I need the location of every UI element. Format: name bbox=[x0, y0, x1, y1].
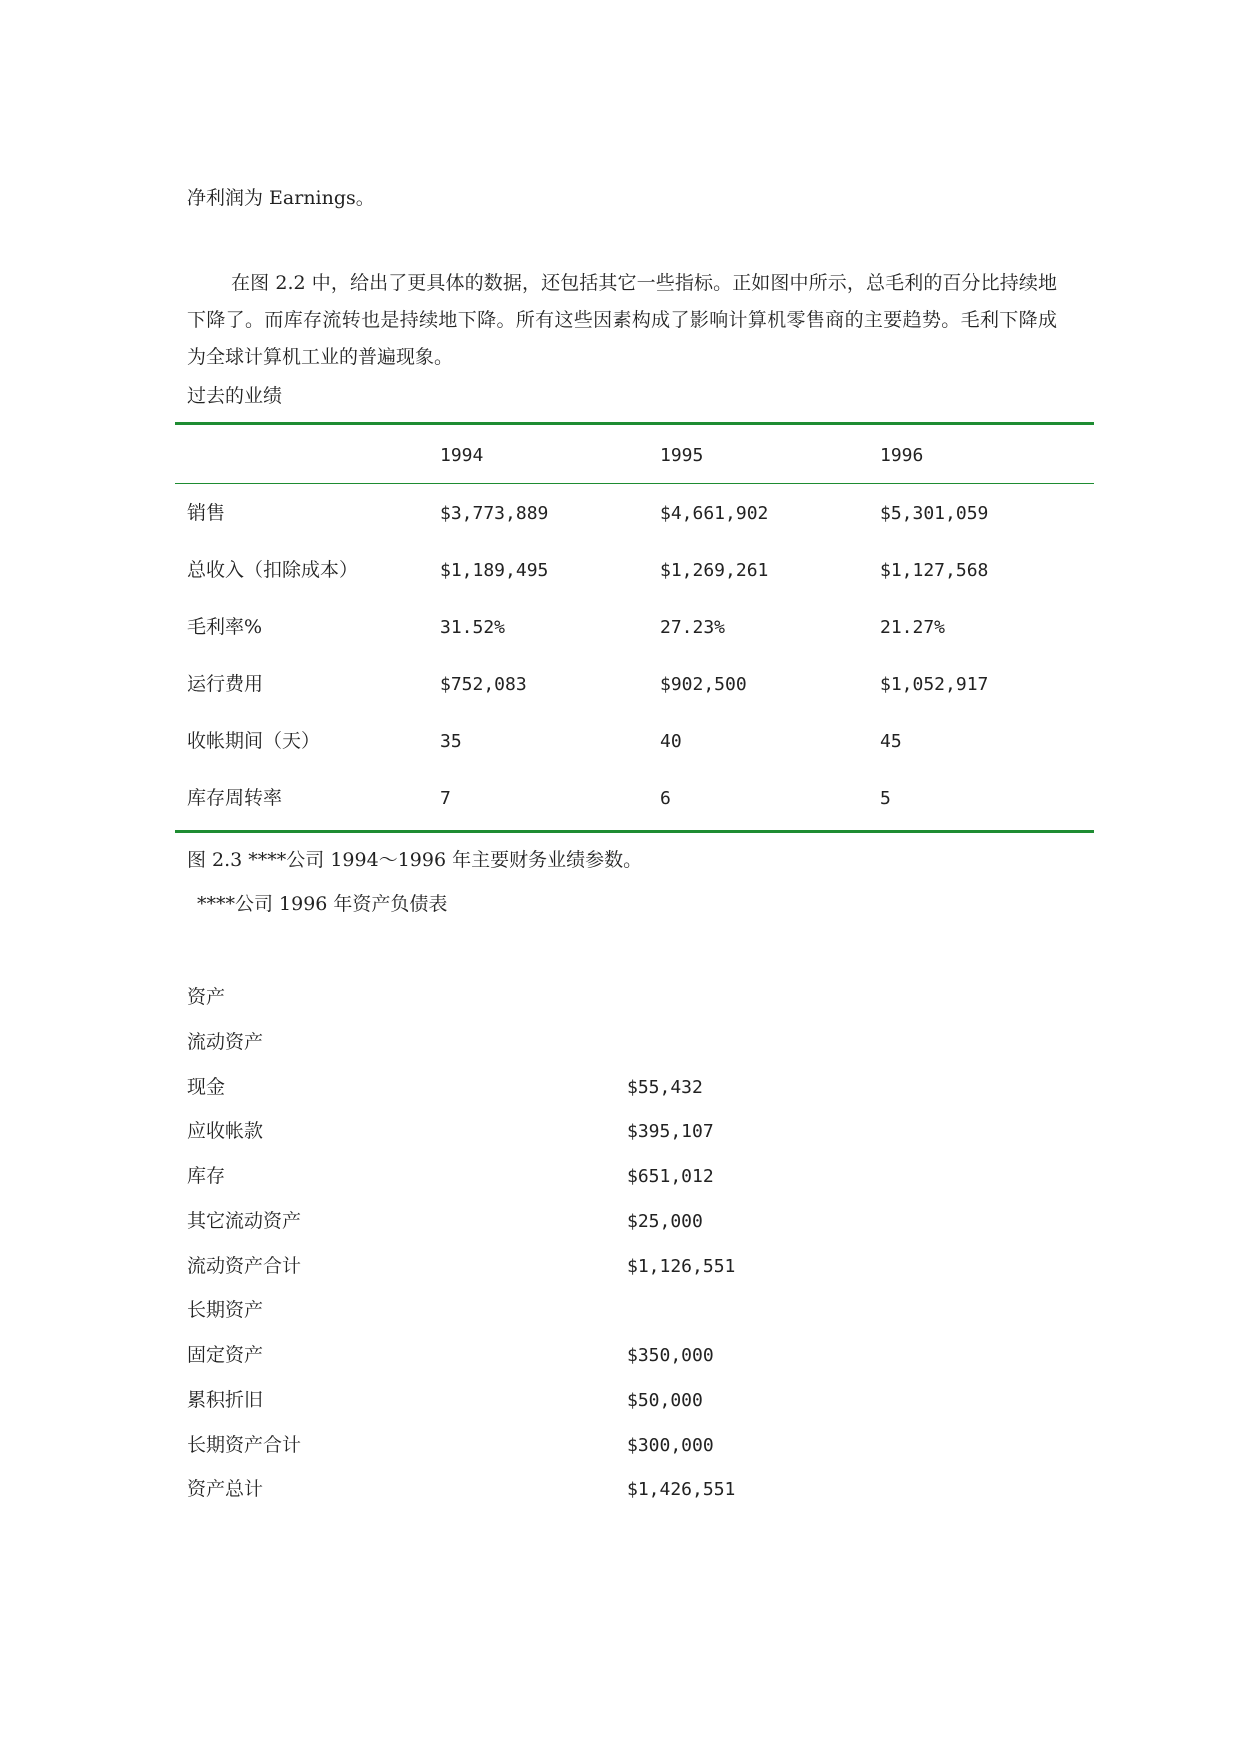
cell: 45 bbox=[880, 731, 902, 752]
body-paragraph: 在图 2.2 中，给出了更具体的数据，还包括其它一些指标。正如图中所示，总毛利的百分比持续地下降了。而库存流转也是持续地下降。所有这些因素构成了影响计算机零售商的主要趋势。毛利下降成为全球计算机工业的普遍现象。 bbox=[187, 272, 1057, 368]
cell: $1,127,568 bbox=[880, 560, 989, 581]
balance-value: $300,000 bbox=[627, 1435, 714, 1456]
balance-label: 资产总计 bbox=[187, 1478, 264, 1500]
balance-label: 应收帐款 bbox=[187, 1120, 264, 1142]
cell: $752,083 bbox=[440, 674, 527, 695]
figure-caption: 图 2.3 ****公司 1994～1996 年主要财务业绩参数。 bbox=[187, 849, 643, 871]
row-label: 收帐期间（天） bbox=[187, 730, 321, 752]
table-header-rule bbox=[175, 483, 1094, 484]
header-year-1994: 1994 bbox=[440, 445, 484, 466]
header-year-1996: 1996 bbox=[880, 445, 924, 466]
table-bottom-rule bbox=[175, 830, 1094, 833]
balance-value: $1,426,551 bbox=[627, 1479, 736, 1500]
balance-label: 累积折旧 bbox=[187, 1389, 264, 1411]
balance-value: $50,000 bbox=[627, 1390, 703, 1411]
balance-label: 现金 bbox=[187, 1076, 226, 1098]
cell: $5,301,059 bbox=[880, 503, 989, 524]
header-year-1995: 1995 bbox=[660, 445, 704, 466]
cell: $902,500 bbox=[660, 674, 747, 695]
table-title: 过去的业绩 bbox=[187, 385, 283, 407]
row-label: 销售 bbox=[187, 502, 226, 524]
cell: 21.27% bbox=[880, 617, 946, 638]
intro-line: 净利润为 Earnings。 bbox=[187, 187, 375, 209]
cell: $1,189,495 bbox=[440, 560, 549, 581]
balance-sheet-title: ****公司 1996 年资产负债表 bbox=[197, 893, 448, 915]
cell: $1,269,261 bbox=[660, 560, 769, 581]
cell: 27.23% bbox=[660, 617, 726, 638]
row-label: 库存周转率 bbox=[187, 787, 283, 809]
table-top-rule bbox=[175, 422, 1094, 425]
row-label: 毛利率% bbox=[187, 616, 263, 638]
balance-value: $350,000 bbox=[627, 1345, 714, 1366]
cell: 6 bbox=[660, 788, 671, 809]
cell: 35 bbox=[440, 731, 462, 752]
balance-label: 固定资产 bbox=[187, 1344, 264, 1366]
balance-label: 流动资产 bbox=[187, 1031, 264, 1053]
cell: $1,052,917 bbox=[880, 674, 989, 695]
balance-value: $395,107 bbox=[627, 1121, 714, 1142]
balance-label: 长期资产 bbox=[187, 1299, 264, 1321]
cell: 31.52% bbox=[440, 617, 506, 638]
balance-label: 流动资产合计 bbox=[187, 1255, 302, 1277]
balance-value: $25,000 bbox=[627, 1211, 703, 1232]
balance-value: $55,432 bbox=[627, 1077, 703, 1098]
balance-value: $1,126,551 bbox=[627, 1256, 736, 1277]
row-label: 运行费用 bbox=[187, 673, 264, 695]
cell: 7 bbox=[440, 788, 451, 809]
cell: $3,773,889 bbox=[440, 503, 549, 524]
balance-label: 库存 bbox=[187, 1165, 226, 1187]
row-label: 总收入（扣除成本） bbox=[187, 559, 359, 581]
cell: 40 bbox=[660, 731, 682, 752]
cell: $4,661,902 bbox=[660, 503, 769, 524]
balance-label: 其它流动资产 bbox=[187, 1210, 302, 1232]
cell: 5 bbox=[880, 788, 891, 809]
balance-label: 长期资产合计 bbox=[187, 1434, 302, 1456]
balance-value: $651,012 bbox=[627, 1166, 714, 1187]
balance-label: 资产 bbox=[187, 986, 226, 1008]
